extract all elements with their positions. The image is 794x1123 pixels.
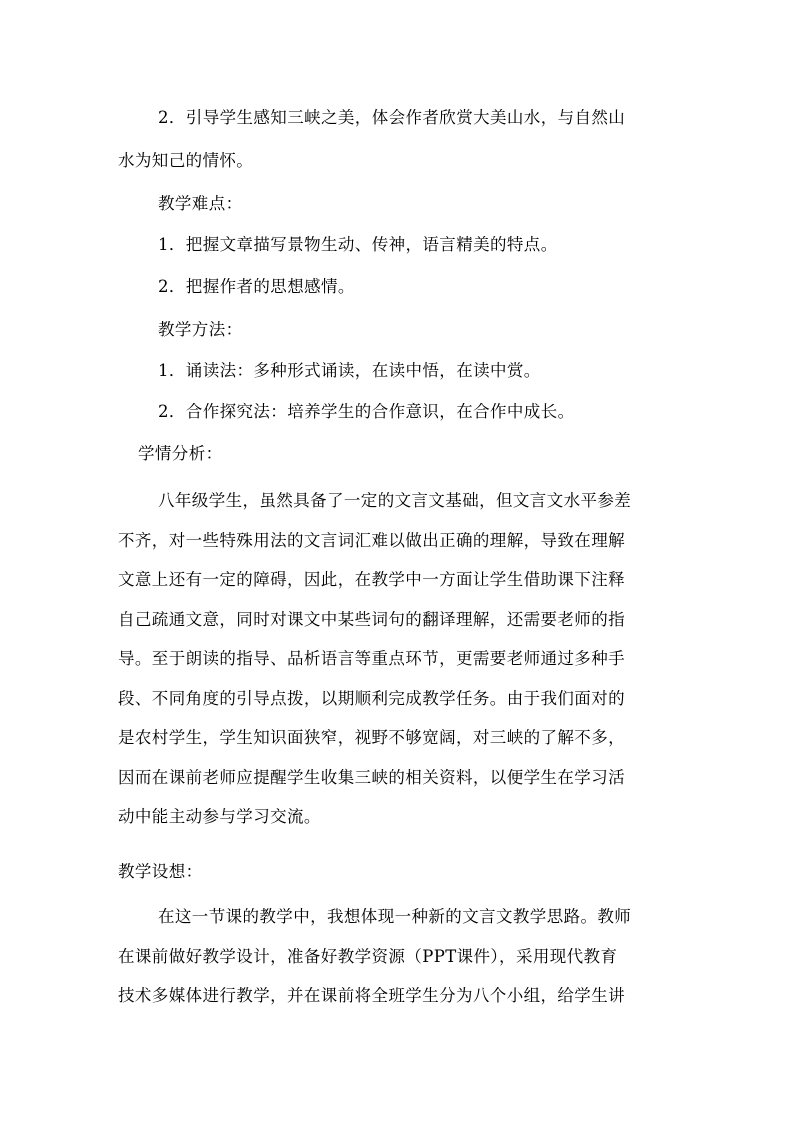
analysis-line: 文意上还有一定的障碍，因此，在教学中一方面让学生借助课下注释 [118,570,625,589]
analysis-line: 导。至于朗读的指导、品析语言等重点环节，更需要老师通过多种手 [118,649,625,668]
analysis-line: 八年级学生，虽然具备了一定的文言文基础，但文言文水平参差 [158,491,632,510]
difficulty-item-2: 2．把握作者的思想感情。 [158,277,355,296]
method-item-2: 2．合作探究法：培养学生的合作意识，在合作中成长。 [158,402,575,421]
objective-item-2: 2．引导学生感知三峡之美，体会作者欣赏大美山水，与自然山 [158,108,626,127]
difficulties-heading: 教学难点： [158,194,243,213]
design-heading: 教学设想： [118,862,203,881]
design-line: 技术多媒体进行教学，并在课前将全班学生分为八个小组，给学生讲 [118,986,625,1005]
analysis-line: 不齐，对一些特殊用法的文言词汇难以做出正确的理解，导致在理解 [118,530,625,550]
design-line: 在这一节课的教学中，我想体现一种新的文言文教学思路。教师 [158,907,632,926]
methods-heading: 教学方法： [158,320,243,339]
analysis-line: 段、不同角度的引导点拨，以期顺利完成教学任务。由于我们面对的 [118,688,625,708]
analysis-line: 因而在课前老师应提醒学生收集三峡的相关资料，以便学生在学习活 [118,767,625,787]
method-item-1: 1．诵读法：多种形式诵读，在读中悟，在读中赏。 [158,361,541,380]
difficulty-item-1: 1．把握文章描写景物生动、传神，语言精美的特点。 [158,235,558,254]
analysis-paragraph [118,490,678,846]
design-line: 在课前做好教学设计，准备好教学资源（PPT课件），采用现代教育 [118,946,618,966]
design-paragraph [118,906,678,1025]
analysis-line: 自己疏通文意，同时对课文中某些词句的翻译理解，还需要老师的指 [118,609,625,629]
analysis-line: 是农村学生，学生知识面狭窄，视野不够宽阔，对三峡的了解不多， [118,728,625,747]
objective-item-2-continued: 水为知己的情怀。 [118,151,254,170]
analysis-heading: 学情分析： [138,444,223,463]
analysis-line: 动中能主动参与学习交流。 [118,807,321,826]
